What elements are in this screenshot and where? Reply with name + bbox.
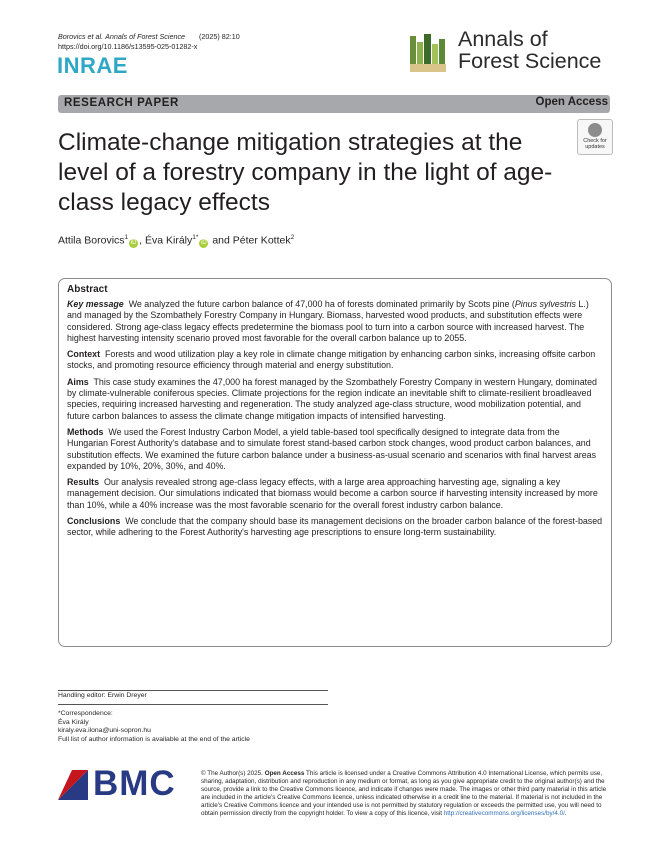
handling-editor: Handling editor: Erwin Dreyer <box>58 692 147 699</box>
doi-link[interactable]: https://doi.org/10.1186/s13595-025-01282-x <box>58 42 198 51</box>
citation-journal: Annals of Forest Science <box>105 32 186 41</box>
author-list: Attila Borovics$^1$iD , Éva Király$^{1*}$iD and Péter Kottek$^2$ <box>58 234 295 247</box>
check-for-updates-button[interactable]: Check for updates <box>577 119 613 155</box>
orcid-icon[interactable]: iD <box>201 239 207 246</box>
journal-title: Annals of Forest Science <box>458 27 602 73</box>
context-section: Context Forests and wood utilization play a key role in climate change mitigation by enhancing carbon sinks, increasing offsite carbon stocks, and promoting resource efficiency through material and energy substitution. <box>67 349 596 371</box>
abstract-box <box>58 278 612 647</box>
author-name[interactable]: Attila Borovics <box>58 234 125 247</box>
footnote-divider <box>58 690 328 691</box>
inrae-logo: INRAE <box>57 53 128 78</box>
orcid-icon[interactable]: iD <box>130 239 137 246</box>
key-message-section: Key message We analyzed the future carbon balance of 47,000 ha of forests dominated primarily by Scots pine (Pinus sylvestris L.) and managed by the Szombathely Forestry Company in Hungary. Biomass, harvested wood products, and substitution effects were considered. Strong age-class legacy effects predetermine the biomass pool to turn into a carbon source with increased harvest. The highest harvesting intensity scenario proved most favorable for the overall carbon balance up to 2055. <box>67 299 589 343</box>
citation-line <box>58 32 240 42</box>
correspondence: *Correspondence: Éva Király kiraly.eva.ilona@uni-sopron.hu Full list of author information is available at the end of the article <box>58 710 250 743</box>
article-title: Climate-change mitigation strategies at the level of a forestry company in the light of age-class legacy effects <box>58 129 553 216</box>
footnote-divider <box>58 704 328 705</box>
results-section: Results Our analysis revealed strong age-class legacy effects, with a large area approaching harvesting age, signaling a key management decision. Our simulations indicated that biomass would become a carbon source if harvesting intensity increased by more than 10%, while a 40% increase was the most favorable scenario for the overall forest industry carbon balance. <box>67 477 598 510</box>
bmc-mark-icon <box>58 770 88 800</box>
journal-logo-icon <box>410 34 446 72</box>
open-access-label: Open Access <box>535 96 608 108</box>
methods-section: Methods We used the Forest Industry Carbon Model, a yield table-based tool specifically designed to integrate data from the Hungarian Forest Authority's database and to simulate forest stand-based carbon stock changes, wood product carbon balances, and substitution effects. We examined the future carbon balance under a business-as-usual scenario and scenarios with final harvest areas expanded by 10%, 20%, 30%, and 40%. <box>67 426 597 471</box>
conclusions-section: Conclusions We conclude that the company should base its management decisions on the broader carbon balance of the forest-based sector, while adhering to the Forest Authority's harvesting age prescriptions to ensure long-term sustainability. <box>67 516 603 538</box>
citation-authors: Borovics et al. <box>58 32 104 41</box>
email-link[interactable]: kiraly.eva.ilona@uni-sopron.hu <box>58 727 151 735</box>
aims-section: Aims This case study examines the 47,000 ha forest managed by the Szombathely Forestry Company in western Hungary, dominated by climate-vulnerable coniferous species. Climate projections for the region indicate an inevitable shift to climate-resilient broadleaved species, requiring increased harvesting and regeneration. The study analyzed age-class structure, wood mobilization potential, and future carbon balances to assess the climate change mitigation impacts of intensified harvesting. <box>67 376 597 421</box>
citation-volume: (2025) 82:10 <box>199 32 240 41</box>
license-text: © The Author(s) 2025. Open Access This article is licensed under a Creative Commons Attribution 4.0 International License, which permits use, sharing, adaptation, distribution and reproduction in any medium or format, as long as you give appropriate credit to the original author(s) and the source, provide a link to the Creative Commons licence, and indicate if changes were made. The images or other third party material in this article are included in the article's Creative Commons licence, unless indicated otherwise in a credit line to the material. If material is not included in the article's Creative Commons licence and your intended use is not permitted by statutory regulation or exceeds the permitted use, you will need to obtain permission directly from the copyright holder. To view a copy of this licence, visit http://creativecommons.org/licenses/by/4.0/. <box>201 770 607 818</box>
author-name[interactable]: Éva Király <box>145 234 193 247</box>
license-link[interactable]: http://creativecommons.org/licenses/by/4.0/ <box>443 810 565 818</box>
bmc-logo: BMC <box>93 764 176 803</box>
article-type-label: RESEARCH PAPER <box>64 97 179 109</box>
author-name[interactable]: Péter Kottek <box>232 234 291 247</box>
abstract-heading: Abstract <box>67 284 108 295</box>
update-icon <box>588 123 602 137</box>
